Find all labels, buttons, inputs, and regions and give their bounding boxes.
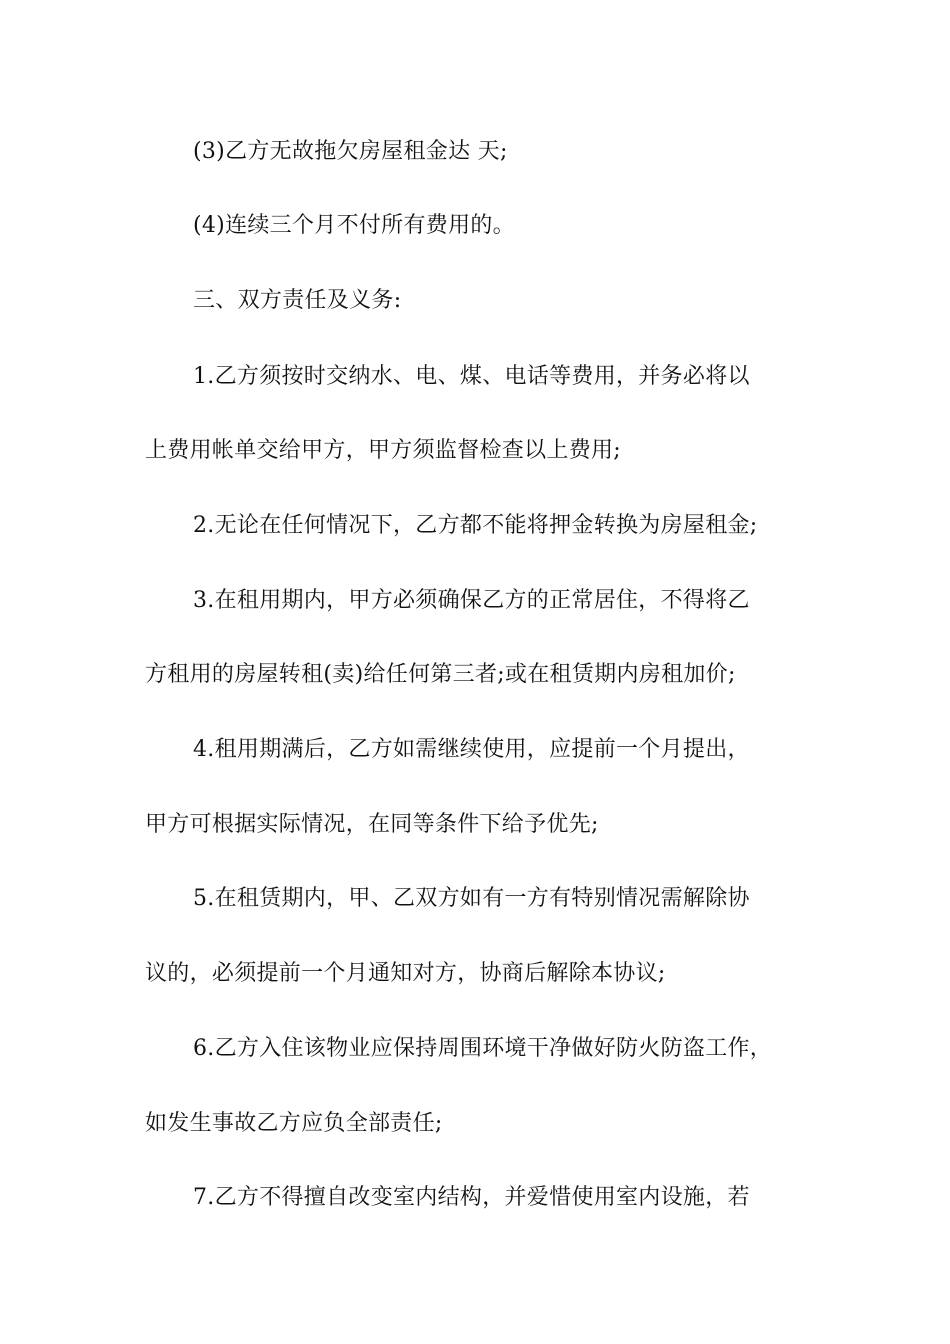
section-heading: 三、双方责任及义务: bbox=[193, 288, 402, 313]
obligation-4-line-2: 甲方可根据实际情况，在同等条件下给予优先; bbox=[145, 812, 599, 837]
obligation-7-line-1: 7.乙方不得擅自改变室内结构，并爱惜使用室内设施，若 bbox=[193, 1185, 750, 1210]
obligation-1-line-2: 上费用帐单交给甲方，甲方须监督检查以上费用; bbox=[145, 438, 622, 463]
obligation-3-line-1: 3.在租用期内，甲方必须确保乙方的正常居住，不得将乙 bbox=[193, 588, 750, 613]
obligation-3-line-2: 方租用的房屋转租(卖)给任何第三者;或在租赁期内房租加价; bbox=[145, 662, 736, 687]
obligation-6-line-2: 如发生事故乙方应负全部责任; bbox=[145, 1111, 443, 1136]
obligation-1-line-1: 1.乙方须按时交纳水、电、煤、电话等费用，并务必将以 bbox=[193, 364, 750, 389]
obligation-5-line-2: 议的，必须提前一个月通知对方，协商后解除本协议; bbox=[145, 961, 666, 986]
clause-3-line: (3)乙方无故拖欠房屋租金达 天; bbox=[193, 139, 508, 164]
obligation-4-line-1: 4.租用期满后，乙方如需继续使用，应提前一个月提出， bbox=[193, 737, 750, 762]
clause-4-line: (4)连续三个月不付所有费用的。 bbox=[193, 213, 515, 238]
obligation-6-line-1: 6.乙方入住该物业应保持周围环境干净做好防火防盗工作， bbox=[193, 1036, 773, 1061]
obligation-2-line: 2.无论在任何情况下，乙方都不能将押金转换为房屋租金; bbox=[193, 513, 758, 538]
obligation-5-line-1: 5.在租赁期内，甲、乙双方如有一方有特别情况需解除协 bbox=[193, 886, 750, 911]
